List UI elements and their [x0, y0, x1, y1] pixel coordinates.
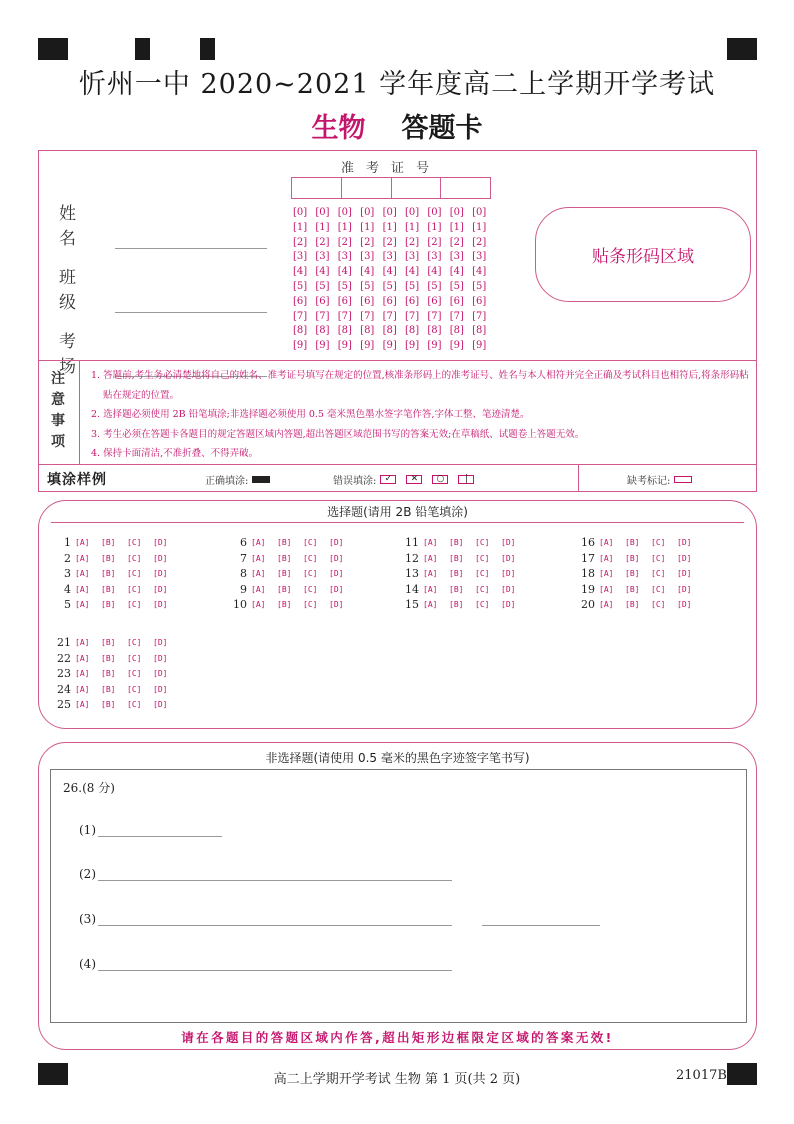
digit-bubble[interactable]: [7]	[293, 310, 308, 322]
option-bubble[interactable]: [B]	[625, 553, 640, 563]
digit-bubble[interactable]: [8]	[404, 325, 420, 337]
option-bubble[interactable]: [B]	[449, 538, 464, 547]
sub-answer-3[interactable]: (3)	[79, 912, 600, 926]
choice-question-row	[575, 535, 703, 550]
option-bubble[interactable]: [C]	[475, 584, 490, 594]
question-number: 1	[64, 536, 71, 549]
option-bubble[interactable]: [B]	[449, 569, 464, 578]
option-bubble[interactable]: [D]	[677, 553, 692, 563]
choice-section	[38, 500, 757, 729]
digit-bubble[interactable]: [7]	[315, 310, 330, 322]
option-bubble[interactable]: [B]	[101, 700, 116, 709]
digit-bubble[interactable]: [2]	[427, 236, 442, 248]
digit-bubble[interactable]: [9]	[449, 340, 464, 352]
option-bubble[interactable]: [D]	[153, 684, 168, 694]
option-bubble[interactable]: [C]	[475, 553, 490, 563]
option-bubble[interactable]: [B]	[625, 584, 640, 594]
fill-example-label: 填涂样例	[47, 472, 107, 488]
option-bubble[interactable]: [A]	[75, 669, 90, 678]
card-name: 答题卡	[401, 113, 483, 144]
digit-bubble[interactable]: [9]	[360, 340, 375, 352]
digit-bubble[interactable]: [9]	[293, 340, 308, 352]
question-number: 12	[405, 551, 419, 565]
option-bubble[interactable]: [C]	[651, 538, 666, 547]
question-number: 20	[581, 598, 595, 611]
answer-area[interactable]	[50, 769, 747, 1023]
option-bubble[interactable]: [D]	[153, 600, 168, 609]
notice-item: 4. 保持卡面清洁,不准折叠、不得弄破。	[91, 448, 259, 459]
option-bubble[interactable]: [A]	[599, 553, 614, 563]
option-bubble[interactable]: [D]	[329, 584, 344, 594]
digit-row	[293, 310, 495, 325]
check-mark-icon: ✓	[380, 475, 396, 484]
admission-number-title: 准考证号	[340, 161, 441, 176]
option-bubble[interactable]: [A]	[423, 569, 438, 578]
option-bubble[interactable]: [C]	[475, 538, 490, 547]
digit-bubble[interactable]: [8]	[382, 325, 397, 337]
question-number: 11	[405, 536, 419, 549]
option-bubble[interactable]: [A]	[251, 538, 266, 547]
choice-question-row	[51, 582, 179, 597]
name-field[interactable]: 姓 名	[59, 199, 267, 249]
digit-bubble[interactable]: [0]	[293, 207, 308, 218]
digit-bubble[interactable]: [8]	[315, 325, 330, 337]
question-number: 7	[240, 551, 247, 565]
option-bubble[interactable]: [A]	[423, 553, 438, 563]
option-bubble[interactable]: [B]	[101, 669, 116, 678]
digit-bubble[interactable]: [4]	[315, 266, 330, 278]
option-bubble[interactable]: [D]	[153, 538, 168, 547]
question-number: 19	[581, 582, 595, 596]
option-bubble[interactable]: [A]	[75, 684, 90, 694]
subject-name: 生物	[311, 113, 366, 144]
option-bubble[interactable]: [B]	[101, 569, 116, 578]
question-number: 22	[57, 651, 71, 665]
option-bubble[interactable]: [C]	[651, 553, 666, 563]
barcode-area: 贴条形码区域	[535, 207, 751, 302]
digit-bubble[interactable]: [1]	[404, 221, 420, 233]
option-bubble[interactable]: [A]	[75, 600, 90, 609]
option-bubble[interactable]: [D]	[677, 538, 692, 547]
paper-code: 21017B	[676, 1068, 727, 1083]
digit-bubble[interactable]: [8]	[449, 325, 464, 337]
digit-bubble[interactable]: [4]	[337, 266, 352, 278]
option-bubble[interactable]: [B]	[101, 584, 116, 594]
card-subtitle	[0, 106, 794, 145]
option-bubble[interactable]: [B]	[625, 600, 640, 609]
digit-bubble[interactable]: [3]	[337, 251, 352, 263]
digit-bubble[interactable]: [8]	[472, 325, 487, 337]
option-bubble[interactable]: [D]	[153, 669, 168, 678]
choice-question-row	[51, 635, 179, 650]
option-bubble[interactable]: [C]	[127, 638, 142, 647]
empty-mark-icon[interactable]	[674, 476, 692, 483]
digit-bubble[interactable]: [8]	[337, 325, 352, 337]
choice-question-row	[399, 566, 527, 581]
open-title: 非选择题(请使用 0.5 毫米的黑色字迹签字笔书写)	[265, 751, 530, 765]
option-bubble[interactable]: [A]	[599, 600, 614, 609]
digit-row	[293, 265, 495, 280]
corner-marker	[727, 38, 757, 60]
option-bubble[interactable]: [D]	[153, 584, 168, 594]
question-number: 5	[64, 598, 71, 611]
digit-row	[293, 221, 495, 236]
corner-marker	[38, 38, 68, 60]
option-bubble[interactable]: [C]	[127, 653, 142, 663]
option-bubble[interactable]: [A]	[251, 584, 266, 594]
choice-question-row	[575, 597, 703, 612]
choice-question-row	[399, 582, 527, 597]
digit-bubble[interactable]: [0]	[337, 207, 352, 218]
question-number: 9	[240, 582, 247, 596]
digit-row	[293, 324, 495, 339]
option-bubble[interactable]: [B]	[101, 538, 116, 547]
choice-question-row	[51, 651, 179, 666]
choice-title: 选择题(请用 2B 铅笔填涂)	[327, 505, 468, 519]
option-bubble[interactable]: [A]	[599, 538, 614, 547]
option-bubble[interactable]: [D]	[677, 600, 692, 609]
exam-title: 忻州一中 2020~2021 学年度高二上学期开学考试	[78, 69, 716, 100]
digit-bubble[interactable]: [6]	[427, 295, 442, 307]
option-bubble[interactable]: [D]	[501, 538, 516, 547]
option-bubble[interactable]: [D]	[329, 538, 344, 547]
admission-number-boxes[interactable]	[291, 177, 491, 199]
digit-bubble[interactable]: [2]	[404, 236, 420, 248]
digit-bubble[interactable]: [9]	[315, 340, 330, 352]
option-bubble[interactable]: [C]	[303, 569, 318, 578]
option-bubble[interactable]: [C]	[127, 669, 142, 678]
digit-bubble[interactable]: [3]	[360, 251, 375, 263]
option-bubble[interactable]: [B]	[101, 638, 116, 647]
room-field[interactable]: 考 场	[59, 327, 267, 377]
digit-bubble[interactable]: [6]	[337, 295, 352, 307]
digit-row	[293, 250, 495, 265]
option-bubble[interactable]: [C]	[127, 538, 142, 547]
option-bubble[interactable]: [D]	[677, 569, 692, 578]
option-bubble[interactable]: [D]	[677, 584, 692, 594]
choice-question-row	[399, 597, 527, 612]
option-bubble[interactable]: [A]	[75, 553, 90, 563]
option-bubble[interactable]: [A]	[75, 538, 90, 547]
option-bubble[interactable]: [D]	[153, 569, 168, 578]
digit-bubble[interactable]: [7]	[360, 310, 375, 322]
sub-answer-2[interactable]: (2)	[79, 867, 452, 881]
digit-bubble[interactable]: [3]	[427, 251, 442, 263]
digit-bubble[interactable]: [3]	[382, 251, 397, 263]
digit-bubble[interactable]: [9]	[404, 340, 420, 352]
digit-bubble[interactable]: [3]	[449, 251, 464, 263]
sub-answer-1[interactable]: (1)	[79, 823, 222, 837]
option-bubble[interactable]: [B]	[449, 553, 464, 563]
sub-answer-4[interactable]: (4)	[79, 957, 452, 971]
digit-bubble[interactable]: [5]	[293, 280, 308, 292]
option-bubble[interactable]: [A]	[599, 584, 614, 594]
digit-bubble[interactable]: [4]	[404, 266, 420, 278]
option-bubble[interactable]: [B]	[101, 653, 116, 663]
digit-bubble[interactable]: [2]	[360, 236, 375, 248]
choice-question-row	[575, 566, 703, 581]
choice-question-row	[51, 566, 179, 581]
option-bubble[interactable]: [A]	[75, 653, 90, 663]
digit-bubble[interactable]: [5]	[337, 280, 352, 292]
digit-bubble[interactable]: [7]	[472, 310, 487, 322]
admission-digit-grid[interactable]	[293, 206, 495, 354]
digit-bubble[interactable]: [5]	[315, 280, 330, 292]
class-field[interactable]: 班 级	[59, 263, 267, 313]
choice-question-row	[227, 551, 355, 566]
question-number: 14	[405, 582, 419, 596]
option-bubble[interactable]: [C]	[475, 600, 490, 609]
option-bubble[interactable]: [B]	[277, 569, 292, 578]
digit-bubble[interactable]: [4]	[360, 266, 375, 278]
option-bubble[interactable]: [B]	[625, 569, 640, 578]
question-number: 15	[405, 598, 419, 611]
choice-question-row	[399, 551, 527, 566]
digit-bubble[interactable]: [1]	[337, 221, 352, 233]
digit-row	[293, 295, 495, 310]
option-bubble[interactable]: [D]	[329, 569, 344, 578]
digit-bubble[interactable]: [0]	[472, 207, 487, 218]
digit-bubble[interactable]: [9]	[337, 340, 352, 352]
question-number: 13	[405, 567, 419, 580]
digit-bubble[interactable]: [8]	[427, 325, 442, 337]
digit-bubble[interactable]: [5]	[472, 280, 487, 292]
cross-mark-icon: ✕	[406, 475, 422, 484]
question-number: 16	[581, 536, 595, 549]
question-number: 25	[57, 698, 71, 711]
option-bubble[interactable]: [C]	[303, 600, 318, 609]
digit-bubble[interactable]: [9]	[427, 340, 442, 352]
option-bubble[interactable]: [B]	[277, 600, 292, 609]
notice-item: 2. 选择题必须使用 2B 铅笔填涂;非选择题必须使用 0.5 毫米黑色墨水签字笔作答,字体工整、笔迹清楚。	[91, 409, 530, 420]
choice-question-row	[51, 551, 179, 566]
corner-marker	[135, 38, 150, 60]
digit-bubble[interactable]: [1]	[315, 221, 330, 233]
digit-bubble[interactable]: [0]	[449, 207, 464, 218]
digit-bubble[interactable]: [0]	[315, 207, 330, 218]
digit-bubble[interactable]: [6]	[404, 295, 420, 307]
option-bubble[interactable]: [B]	[101, 553, 116, 563]
option-bubble[interactable]: [D]	[153, 553, 168, 563]
digit-bubble[interactable]: [4]	[382, 266, 397, 278]
solid-mark-icon	[252, 476, 270, 483]
option-bubble[interactable]: [C]	[127, 553, 142, 563]
option-bubble[interactable]: [B]	[449, 600, 464, 609]
option-bubble[interactable]: [C]	[127, 584, 142, 594]
digit-bubble[interactable]: [5]	[427, 280, 442, 292]
option-bubble[interactable]: [A]	[75, 584, 90, 594]
option-bubble[interactable]: [A]	[75, 569, 90, 578]
corner-marker	[200, 38, 215, 60]
notice-item: 3. 考生必须在答题卡各题目的规定答题区域内答题,超出答题区域范围书写的答案无效;在草稿纸、试题卷上答题无效。	[91, 428, 585, 440]
digit-bubble[interactable]: [3]	[293, 251, 308, 263]
option-bubble[interactable]: [D]	[153, 700, 168, 709]
option-bubble[interactable]: [C]	[651, 569, 666, 578]
digit-bubble[interactable]: [2]	[293, 236, 308, 248]
digit-bubble[interactable]: [6]	[472, 295, 487, 307]
question-number: 18	[581, 567, 595, 580]
digit-bubble[interactable]: [3]	[404, 251, 420, 263]
digit-bubble[interactable]: [0]	[382, 207, 397, 218]
question-number: 10	[233, 598, 247, 611]
choice-question-row	[227, 582, 355, 597]
choice-question-row	[227, 566, 355, 581]
choice-question-row	[575, 551, 703, 566]
notice-label: 注意事项	[51, 371, 65, 450]
digit-bubble[interactable]: [6]	[293, 295, 308, 307]
digit-bubble[interactable]: [9]	[472, 340, 487, 352]
option-bubble[interactable]: [B]	[101, 684, 116, 694]
choice-question-row	[51, 535, 179, 550]
option-bubble[interactable]: [C]	[651, 584, 666, 594]
digit-bubble[interactable]: [2]	[472, 236, 487, 248]
digit-bubble[interactable]: [7]	[382, 310, 397, 322]
digit-bubble[interactable]: [6]	[360, 295, 375, 307]
question-number: 3	[64, 567, 71, 580]
digit-bubble[interactable]: [1]	[449, 221, 464, 233]
digit-bubble[interactable]: [6]	[382, 295, 397, 307]
choice-question-row	[51, 666, 179, 681]
option-bubble[interactable]: [D]	[153, 638, 168, 647]
digit-bubble[interactable]: [5]	[449, 280, 464, 292]
choice-question-row	[51, 682, 179, 697]
question-number: 23	[57, 667, 71, 680]
digit-bubble[interactable]: [7]	[427, 310, 442, 322]
option-bubble[interactable]: [A]	[251, 569, 266, 578]
choice-question-row	[399, 535, 527, 550]
option-bubble[interactable]: [A]	[423, 538, 438, 547]
notice-list	[91, 366, 753, 464]
option-bubble[interactable]: [D]	[153, 653, 168, 663]
question-number: 8	[240, 567, 247, 580]
digit-bubble[interactable]: [6]	[315, 295, 330, 307]
option-bubble[interactable]: [D]	[329, 600, 344, 609]
digit-row	[293, 280, 495, 295]
circle-mark-icon: ○	[432, 475, 448, 484]
option-bubble[interactable]: [C]	[127, 684, 142, 694]
option-bubble[interactable]: [C]	[127, 700, 142, 709]
option-bubble[interactable]: [A]	[75, 638, 90, 647]
digit-bubble[interactable]: [4]	[472, 266, 487, 278]
question-26-label: 26.(8 分)	[63, 781, 115, 795]
option-bubble[interactable]: [D]	[501, 600, 516, 609]
option-bubble[interactable]: [C]	[127, 569, 142, 578]
digit-bubble[interactable]: [2]	[337, 236, 352, 248]
digit-bubble[interactable]: [4]	[427, 266, 442, 278]
digit-bubble[interactable]: [3]	[472, 251, 487, 263]
option-bubble[interactable]: [C]	[651, 600, 666, 609]
digit-row	[293, 339, 495, 354]
digit-bubble[interactable]: [1]	[472, 221, 487, 233]
answer-area-warning: 请在各题目的答题区域内作答,超出矩形边框限定区域的答案无效!	[181, 1030, 614, 1045]
choice-question-row	[51, 597, 179, 612]
digit-bubble[interactable]: [2]	[382, 236, 397, 248]
digit-bubble[interactable]: [1]	[360, 221, 375, 233]
digit-bubble[interactable]: [1]	[382, 221, 397, 233]
option-bubble[interactable]: [C]	[303, 584, 318, 594]
question-number: 21	[57, 636, 71, 649]
option-bubble[interactable]: [D]	[329, 553, 344, 563]
digit-bubble[interactable]: [7]	[404, 310, 420, 322]
correct-fill-example: 正确填涂:	[205, 472, 270, 487]
choice-question-row	[575, 582, 703, 597]
digit-bubble[interactable]: [0]	[427, 207, 442, 218]
option-bubble[interactable]: [D]	[501, 553, 516, 563]
digit-bubble[interactable]: [0]	[360, 207, 375, 218]
digit-bubble[interactable]: [2]	[315, 236, 330, 248]
option-bubble[interactable]: [A]	[251, 553, 266, 563]
option-bubble[interactable]: [A]	[423, 600, 438, 609]
digit-bubble[interactable]: [8]	[293, 325, 308, 337]
option-bubble[interactable]: [B]	[625, 538, 640, 547]
digit-bubble[interactable]: [4]	[449, 266, 464, 278]
choice-question-row	[51, 697, 179, 712]
question-number: 2	[64, 551, 71, 565]
question-number: 4	[64, 582, 71, 596]
notice-item: 1. 答题前,考生务必清楚地将自己的姓名、准考证号填写在规定的位置,核准条形码上的准考证号、姓名与本人相符并完全正确及考试科目也相符后,将条形码粘贴在规定的位置。	[91, 370, 749, 401]
option-bubble[interactable]: [C]	[127, 600, 142, 609]
option-bubble[interactable]: [A]	[251, 600, 266, 609]
option-bubble[interactable]: [B]	[277, 553, 292, 563]
question-number: 6	[240, 536, 247, 549]
option-bubble[interactable]: [C]	[303, 538, 318, 547]
digit-bubble[interactable]: [8]	[360, 325, 375, 337]
question-number: 17	[581, 551, 595, 565]
option-bubble[interactable]: [B]	[449, 584, 464, 594]
choice-question-row	[227, 597, 355, 612]
open-section	[38, 742, 757, 1050]
digit-bubble[interactable]: [3]	[315, 251, 330, 263]
option-bubble[interactable]: [B]	[277, 538, 292, 547]
digit-bubble[interactable]: [6]	[449, 295, 464, 307]
header-box	[38, 150, 757, 492]
digit-bubble[interactable]: [5]	[404, 280, 420, 292]
digit-bubble[interactable]: [5]	[382, 280, 397, 292]
absent-mark[interactable]: 缺考标记:	[627, 472, 692, 487]
option-bubble[interactable]: [A]	[423, 584, 438, 594]
wrong-fill-example: 错误填涂: ✓ ✕ ○ |	[333, 472, 480, 487]
option-bubble[interactable]: [A]	[75, 700, 90, 709]
option-bubble[interactable]: [D]	[501, 569, 516, 578]
digit-bubble[interactable]: [9]	[382, 340, 397, 352]
digit-bubble[interactable]: [5]	[360, 280, 375, 292]
choice-question-row	[227, 535, 355, 550]
option-bubble[interactable]: [D]	[501, 584, 516, 594]
digit-row	[293, 206, 495, 221]
digit-bubble[interactable]: [2]	[449, 236, 464, 248]
bar-mark-icon: |	[458, 475, 474, 484]
digit-bubble[interactable]: [7]	[337, 310, 352, 322]
option-bubble[interactable]: [B]	[101, 600, 116, 609]
digit-bubble[interactable]: [1]	[427, 221, 442, 233]
digit-bubble[interactable]: [0]	[404, 207, 420, 218]
digit-row	[293, 236, 495, 251]
question-number: 24	[57, 682, 71, 696]
option-bubble[interactable]: [A]	[599, 569, 614, 578]
page-footer: 高二上学期开学考试 生物 第 1 页(共 2 页)	[273, 1072, 521, 1087]
option-bubble[interactable]: [B]	[277, 584, 292, 594]
digit-bubble[interactable]: [7]	[449, 310, 464, 322]
option-bubble[interactable]: [C]	[303, 553, 318, 563]
digit-bubble[interactable]: [1]	[293, 221, 308, 233]
digit-bubble[interactable]: [4]	[293, 266, 308, 278]
option-bubble[interactable]: [C]	[475, 569, 490, 578]
